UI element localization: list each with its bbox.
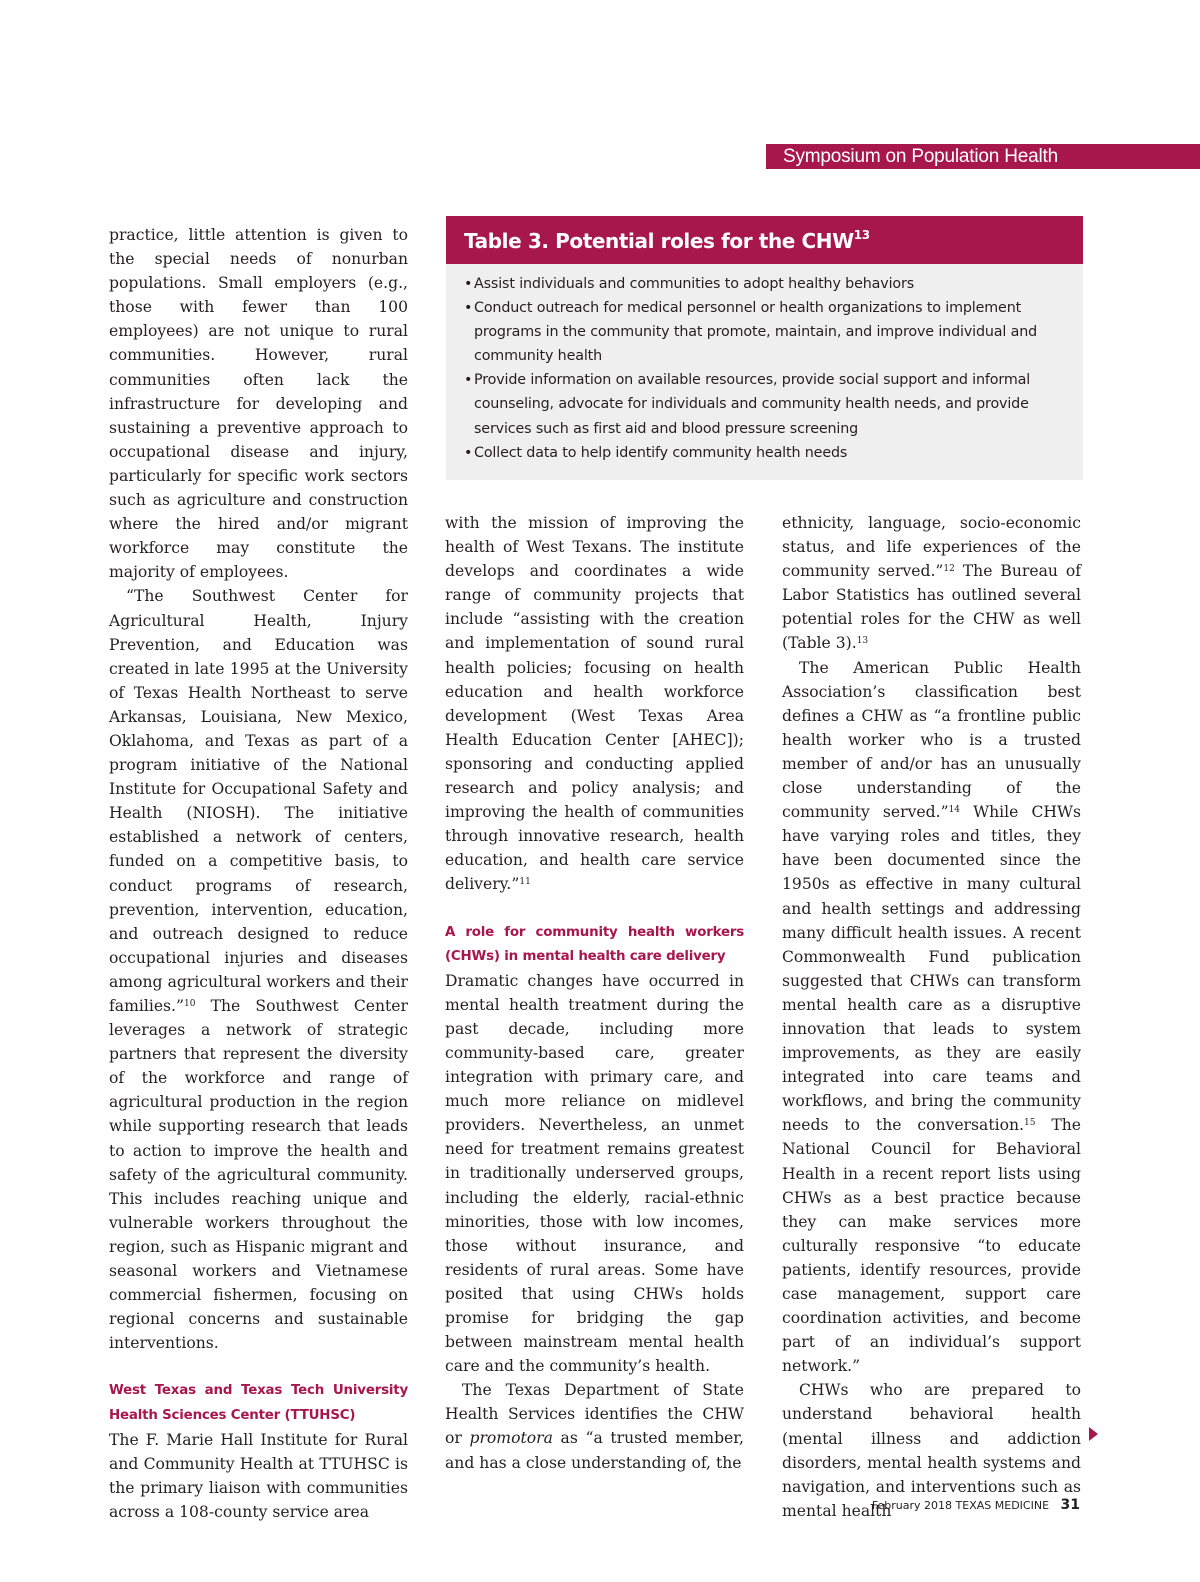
column-3 — [782, 511, 1081, 1523]
paragraph — [782, 656, 1081, 1379]
paragraph-text: The Southwest Center leverages a network of strategic partners that represent the diversity of the workforce and range of agricultural production in the region while supporting research that leads to action to improve the health and safety of the agricultural community. This includes reaching unique and vulnerable workers throughout the region, such as Hispanic migrant and seasonal workers and Vietnamese commercial fishermen, focusing on regional concerns and sustainable interventions. — [109, 997, 408, 1353]
italic-term: promotora — [469, 1429, 553, 1448]
paragraph — [445, 1378, 744, 1474]
paragraph — [782, 511, 1081, 656]
paragraph-text: as “a trusted member, and has a close understanding of, the — [445, 1429, 744, 1472]
section-header-title: Symposium on Population Health — [783, 146, 1058, 167]
table-3-title — [446, 216, 1083, 264]
reference-mark: 14 — [948, 805, 961, 816]
paragraph-text: “The Southwest Center for Agricultural Health, Injury Prevention, and Education was created in late 1995 at the University of Texas Health Northeast to serve Arkansas, Louisiana, New Mexico, Oklahoma, and Texas as part of a program initiative of the National Institute for Occupational Safety and Health (NIOSH). The initiative established a network of centers, funded on a competitive basis, to conduct programs of research, prevention, intervention, education, and outreach designed to reduce occupational injuries and diseases among agricultural workers and their families.” — [109, 587, 408, 1015]
subheading: A role for community health workers (CHWs) in mental health care delivery — [445, 924, 744, 964]
paragraph-text: The American Public Health Association’s classification best defines a CHW as “a frontline public health worker who is a trusted member of and/or has an unusually close understanding of the community served.” — [782, 658, 1081, 822]
reference-mark: 12 — [943, 564, 955, 575]
reference-mark: 10 — [183, 999, 196, 1009]
reference-mark: 11 — [519, 877, 531, 888]
footer-publication: TEXAS MEDICINE — [955, 1499, 1050, 1512]
table-3-list — [446, 264, 1083, 465]
section-header — [766, 144, 1200, 169]
table-3-box — [446, 216, 1083, 480]
table-3-item: • Conduct outreach for medical personnel or health organizations to implement programs in the community that promote, maintain, and improve individual and community health — [464, 296, 1063, 368]
paragraph-text: The National Council for Behavioral Health in a recent report lists using CHWs as a best practice because they can make services more culturally responsive “to educate patients, identify resources, provide case management, support care coordination activities, and become part of an individual’s support network.” — [782, 1116, 1081, 1376]
paragraph: Dramatic changes have occurred in mental health treatment during the past decade, including more community-based care, greater integration with primary care, and much more reliance on midlevel providers. Nevertheless, an unmet need for treatment remains greatest in traditionally underserved groups, including the elderly, racial-ethnic minorities, those with low incomes, those without insurance, and residents of rural areas. Some have posited that using CHWs holds promise for bridging the gap between mainstream mental health care and the community’s health. — [445, 971, 744, 1376]
table-3-item: • Assist individuals and communities to adopt healthy behaviors — [464, 272, 1063, 296]
subheading: West Texas and Texas Tech University Health Sciences Center (TTUHSC) — [109, 1383, 408, 1423]
spacer — [445, 897, 744, 921]
column-2 — [445, 511, 744, 1475]
continued-arrow-icon — [1089, 1427, 1098, 1441]
spacer — [109, 1355, 408, 1379]
reference-mark: 15 — [1023, 1118, 1036, 1129]
paragraph — [445, 511, 744, 897]
table-3-title-ref: 13 — [853, 228, 870, 242]
paragraph-text: ethnicity, language, socio-economic status, and life experiences of the community served.” — [782, 514, 1081, 581]
page-number: 31 — [1060, 1497, 1080, 1513]
reference-mark: 13 — [856, 636, 869, 647]
page-footer — [872, 1497, 1080, 1514]
table-3-item: • Collect data to help identify community health needs — [464, 441, 1063, 465]
paragraph-text: The Texas Department of State Health Services identifies the CHW or — [445, 1381, 744, 1448]
table-3-item: • Provide information on available resources, provide social support and informal counseling, advocate for individuals and community health needs, and provide services such as first aid and blood pressure screening — [464, 368, 1063, 440]
paragraph-text: The Bureau of Labor Statistics has outlined several potential roles for the CHW as well (Table 3). — [782, 562, 1081, 653]
paragraph: CHWs who are prepared to understand behavioral health (mental illness and addiction disorders, mental health systems and navigation, and interventions such as mental health — [782, 1381, 1081, 1520]
paragraph — [109, 584, 408, 1355]
paragraph: The F. Marie Hall Institute for Rural and Community Health at TTUHSC is the primary liaison with communities across a 108-county service area — [109, 1430, 408, 1521]
table-3-title-text: Table 3. Potential roles for the CHW — [464, 229, 854, 253]
column-1 — [109, 223, 408, 1524]
footer-issue: February 2018 — [871, 1499, 953, 1512]
paragraph-text: While CHWs have varying roles and titles, they have been documented since the 1950s as effective in many cultural and health settings and addressing many difficult health issues. A recent Commonwealth Fund publication suggested that CHWs can transform mental health care as a disruptive innovation that leads to system improvements, as they are easily integrated into care teams and workflows, and bring the community needs to the conversation. — [782, 803, 1082, 1135]
paragraph-text: with the mission of improving the health of West Texans. The institute develops and coordinates a wide range of community projects that include “assisting with the creation and implementation of sound rural health policies; focusing on health education and health workforce development (West Texas Area Health Education Center [AHEC]); sponsoring and conducting applied research and policy analysis; and improving the health of communities through innovative research, health education, and health care service delivery.” — [445, 514, 744, 894]
paragraph: practice, little attention is given to the special needs of nonurban populations. Small employers (e.g., those with fewer than 100 employees) are not unique to rural communities. However, rural communities often lack the infrastructure for developing and sustaining a preventive approach to occupational disease and injury, particularly for specific work sectors such as agriculture and construction where the hired and/or migrant workforce may constitute the majority of employees. — [109, 226, 408, 582]
